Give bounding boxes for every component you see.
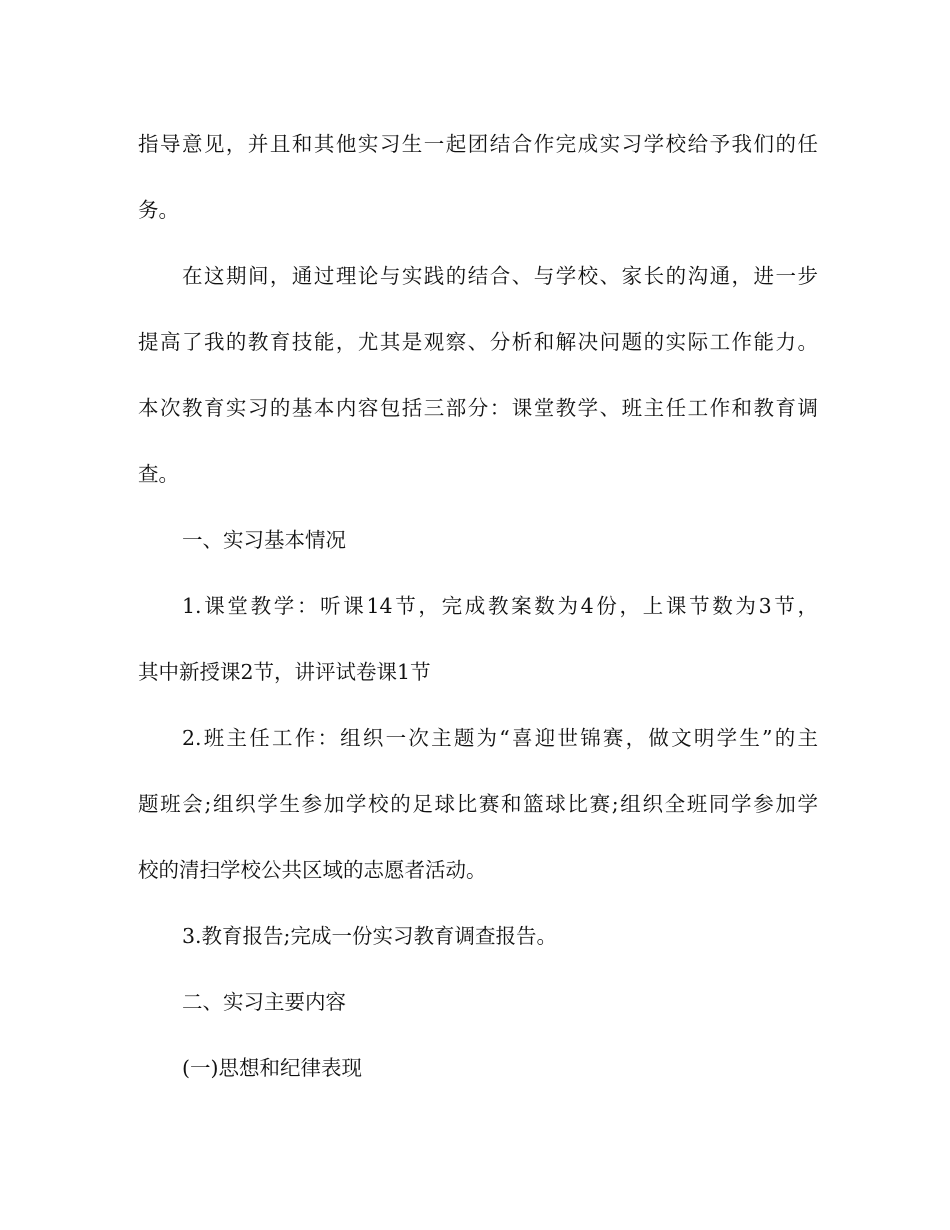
subsection-heading: (一)思想和纪律表现 <box>182 1056 362 1080</box>
paragraph-line: 指导意见，并且和其他实习生一起团结合作完成实习学校给予我们的任 <box>138 132 818 156</box>
list-item-education-report: 3.教育报告;完成一份实习教育调查报告。 <box>182 924 557 948</box>
paragraph-line: 其中新授课2节，讲评试卷课1节 <box>138 660 431 684</box>
paragraph-line: 题班会;组织学生参加学校的足球比赛和篮球比赛;组织全班同学参加学 <box>138 792 818 816</box>
paragraph-line: 在这期间，通过理论与实践的结合、与学校、家长的沟通，进一步 <box>182 264 818 288</box>
paragraph-line: 提高了我的教育技能，尤其是观察、分析和解决问题的实际工作能力。 <box>138 330 818 354</box>
section-heading: 一、实习基本情况 <box>182 528 346 552</box>
list-item-class-teacher-work: 2.班主任工作：组织一次主题为“喜迎世锦赛，做文明学生”的主 <box>182 726 818 750</box>
document-body <box>138 124 818 1114</box>
paragraph-line: 查。 <box>138 462 179 486</box>
paragraph-line: 本次教育实习的基本内容包括三部分：课堂教学、班主任工作和教育调 <box>138 396 818 420</box>
paragraph-line: 校的清扫学校公共区域的志愿者活动。 <box>138 858 487 882</box>
paragraph-line: 务。 <box>138 198 179 222</box>
section-heading: 二、实习主要内容 <box>182 990 346 1014</box>
list-item-classroom-teaching: 1.课堂教学：听课14节，完成教案数为4份，上课节数为3节， <box>182 594 818 618</box>
